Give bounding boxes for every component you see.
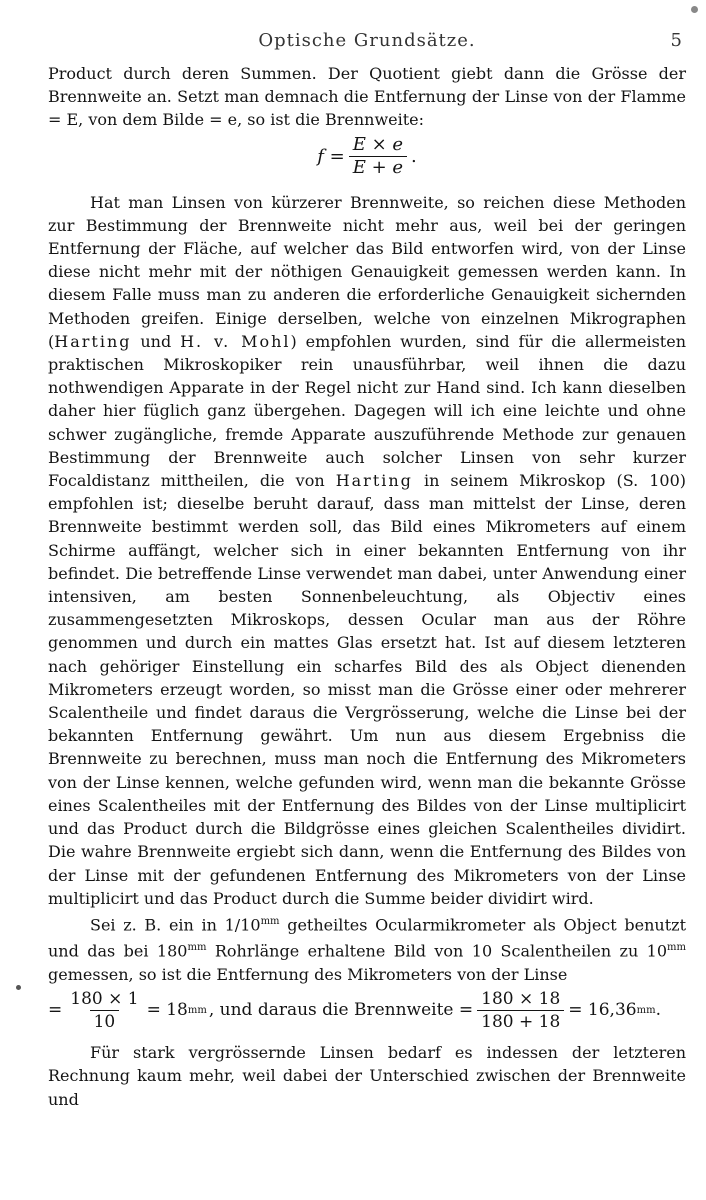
focal-length-formula [48,134,686,179]
fraction-one-tenth: 1/10 [224,915,261,935]
calc-fraction-2 [477,988,564,1033]
formula-fraction [349,134,407,179]
formula-numerator: E × e [352,133,404,155]
paragraph-2-part1: Hat man Linsen von kürzerer Brennweite, so reichen diese Methoden zur Bestimmung der Brennweite nicht mehr aus, weil bei der geringen Entfernung der Fläche, auf welcher das Bild entworfen wird, von der Linse diese nicht mehr mit der nöthigen Genauigkeit gemessen werden kann. In diesem Falle muss man zu anderen die erforderliche Genauigkeit sichernden Methoden greifen. Einige derselben, welche von einzelnen Mikrographen ( [48,192,686,351]
page-header [48,30,686,56]
paragraph-1: Product durch deren Summen. Der Quotient giebt dann die Grösse der Brennweite an. Setzt man demnach die Entfernung der Linse von der Flamme = E, von dem Bilde = e, so ist die Brennweite: [48,64,686,130]
author-name-mohl: H. v. Mohl [180,331,291,351]
calc-fraction-2-denominator: 180 + 18 [477,1010,564,1033]
formula-denominator: E + e [349,156,407,179]
paragraph-3-a: Sei z. B. ein in [90,915,225,935]
calc-fraction-1-denominator: 10 [90,1010,120,1033]
formula-lhs: f = [317,145,345,167]
page-body [48,62,686,1111]
formula-end: . [411,145,417,167]
corner-dot [691,6,698,13]
author-name-harting: Harting [54,331,132,351]
calc-fraction-2-numerator: 180 × 18 [481,989,561,1010]
paragraph-3 [48,910,686,986]
paragraph-4: Für stark vergrössernde Linsen bedarf es indessen der letzteren Rechnung kaum mehr, weil dabei der Unterschied zwischen der Brennweite und [48,1043,686,1109]
paragraph-2-part2: und [131,331,181,351]
running-title: Optische Grundsätze. [258,30,476,51]
calculation-line [48,988,686,1033]
paragraph-3-c: Rohrlänge erhaltene Bild von 10 Scalentheilen zu 10 [206,941,668,961]
unit-mm: mm [667,942,687,954]
paragraph-2-part4: in seinem Mikroskop (S. 100) empfohlen ist; dieselbe beruht darauf, dass man mittelst der Linse, deren Brennweite bestimmt werden soll, das Bild eines Mikrometers auf einem Schirme auffängt, welcher sich in einer bekannten Entfernung von ihr befindet. Die betreffende Linse verwendet man dabei, unter Anwendung einer intensiven, am besten Sonnenbeleuchtung, als Objectiv eines zusammengesetzten Mikroskops, dessen Ocular man aus der Röhre genommen und durch ein mattes Glas ersetzt hat. Ist auf diesem letzteren nach gehöriger Einstellung ein scharfes Bild des als Object dienenden Mikrometers erzeugt worden, so misst man die Grösse einer oder mehrerer Scalentheile und findet daraus die Vergrösserung, welche die Linse bei der bekannten Entfernung gewährt. Um nun aus diesem Ergebniss die Brennweite zu berechnen, muss man noch die Entfernung des Mikrometers von der Linse kennen, welche gefunden wird, wenn man die bekannte Grösse eines Scalentheiles mit der Entfernung des Bildes von der Linse multiplicirt und das Product durch die Bildgrösse eines gleichen Scalentheiles dividirt. Die wahre Brennweite ergiebt sich dann, wenn die Entfernung des Bildes von der Linse mit der gefundenen Entfernung des Mikrometers von der Linse multiplicirt und das Product durch die Summe beider dividirt wird. [48,471,686,908]
calc-result-2: = 16,36 [568,1000,637,1021]
unit-mm: mm [260,915,280,927]
calc-equals: = [48,1000,63,1021]
page-number: 5 [670,30,682,51]
unit-mm: mm [636,1005,656,1017]
unit-mm: mm [187,1005,207,1017]
unit-mm: mm [187,942,207,954]
paragraph-3-b: getheiltes Ocularmikrometer als Object benutzt und das bei 180 [48,915,686,961]
margin-bullet [16,985,21,990]
paragraph-2 [48,191,686,910]
paragraph-3-d: gemessen, so ist die Entfernung des Mikrometers von der Linse [48,964,568,984]
calc-fraction-1-numerator: 180 × 1 [70,989,139,1010]
calc-end: . [655,1000,661,1021]
calc-fraction-1 [66,988,142,1033]
author-name-harting-2: Harting [335,471,413,491]
paragraph-2-part3: ) empfohlen wurden, sind für die allermeisten praktischen Mikroskopiker rein unausführbar, weil ihnen die dazu nothwendigen Apparate in der Regel nicht zur Hand sind. Ich kann dieselben daher hier füglich ganz übergehen. Dagegen will ich eine leichte und ohne schwer zugängliche, fremde Apparate auszuführende Methode zur genauen Bestimmung der Brennweite auch solcher Linsen von sehr kurzer Focaldistanz mittheilen, die von [48,331,687,491]
calc-mid-text: , und daraus die Brennweite = [208,1000,474,1021]
calc-result-1: = 18 [146,1000,188,1021]
